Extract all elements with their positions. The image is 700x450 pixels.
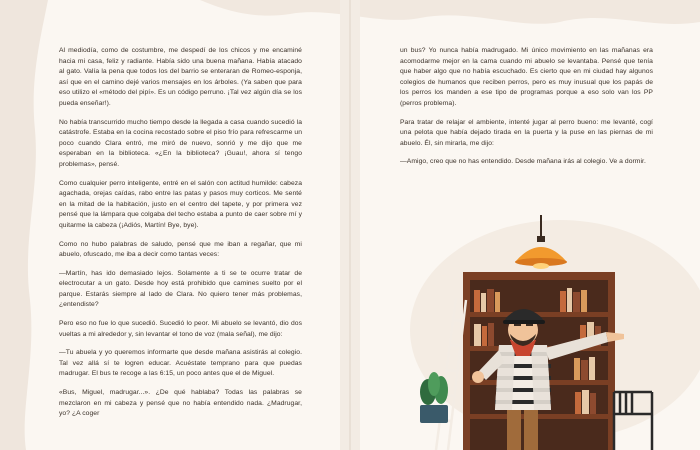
left-paragraph-4: Como no hubo palabras de saludo, pensé que me iban a regañar, que mi abuelo, ofuscado, me iba a decir como tantas veces: [59, 240, 302, 259]
right-paragraph-2: Para tratar de relajar el ambiente, intenté jugar al perro bueno: me levanté, cogí una pelota que había dejado tirada en la puerta y la puse en las piernas de mi abuelo. Él, sin mirarla, me dijo: [400, 118, 653, 147]
left-paragraph-5: —Martín, has ido demasiado lejos. Solamente a ti se te ocurre tratar de electrocutar a un gato. Desde hoy está prohibido que camines suelto por el parque. Estarás siempre al lado de Clara. No quiero tener más problemas, ¿entendiste? [59, 269, 302, 309]
left-paragraph-3: Como cualquier perro inteligente, entré en el salón con actitud humilde: cabeza agachada, orejas caídas, rabo entre las patas y pasos muy corticos. Me senté en la mitad de la habitación, justo en el centro del tapete, y por primera vez pensé que la lámpara que colgaba del techo estaba a punto de caer sobre mí y quitarme la cabeza (¡Adiós, Martín! Bye, bye). [59, 179, 302, 229]
left-paragraph-7: —Tu abuela y yo queremos informarte que desde mañana asistirás al colegio. Tal vez allá sí te logren educar. Acuéstate temprano para que puedas madrugar. El bus te recoge a las 6:15, un poco antes que el de Miguel. [59, 349, 302, 378]
left-paragraph-2: No había transcurrido mucho tiempo desde la llegada a casa cuando sucedió la catástrofe. Estaba en la cocina recostado sobre el piso frío para refrescarme un poco cuando Clara entró, me miró de nuevo, sonrió y me dijo que me esperaban en la biblioteca. «¿En la biblioteca? ¡Guau!, ahora sí tengo problemas», pensé. [59, 118, 302, 168]
left-paragraph-8: «Bus, Miguel, madrugar...». ¿De qué hablaba? Todas las palabras se mezclaron en mi cabeza y pensé que no había entendido nada. ¿Madrugar, yo? ¿A coger [59, 389, 302, 418]
potted-plant-icon [420, 372, 448, 423]
right-paragraph-3: —Amigo, creo que no has entendido. Desde mañana irás al colegio. Ve a dormir. [400, 158, 646, 166]
left-paragraph-6: Pero eso no fue lo que sucedió. Sucedió lo peor. Mi abuelo se levantó, dio dos vueltas a mi alrededor y, sin levantar el tono de voz (mala señal), me dijo: [59, 320, 302, 338]
left-paragraph-1: Al mediodía, como de costumbre, me despedí de los chicos y me encaminé hacia mi casa, feliz y radiante. Había sido una buena mañana. Había atacado al gato. Valía la pena que todos los del barrio se enteraran de Romeo-esponja, así que en el camino dejé varios mensajes en los árboles. (Ya saben que para eso utilizo el «método del pipí». Es un código perruno. ¡Tal vez algún día se los pueda enseñar!). [59, 47, 302, 107]
right-paragraph-1: un bus? Yo nunca había madrugado. Mi único movimiento en las mañanas era acomodarme mejor en la cama cuando mi abuelo se levantaba. Pensé que tenía que haber algo que no había escuchado. Es cierto que en mi ciudad hay algunos colegios de humanos que reciben perros, pero es muy inusual que los papás de los perros los manden a ese tipo de programas porque a eso solo van los PP (perros problema). [400, 47, 653, 107]
